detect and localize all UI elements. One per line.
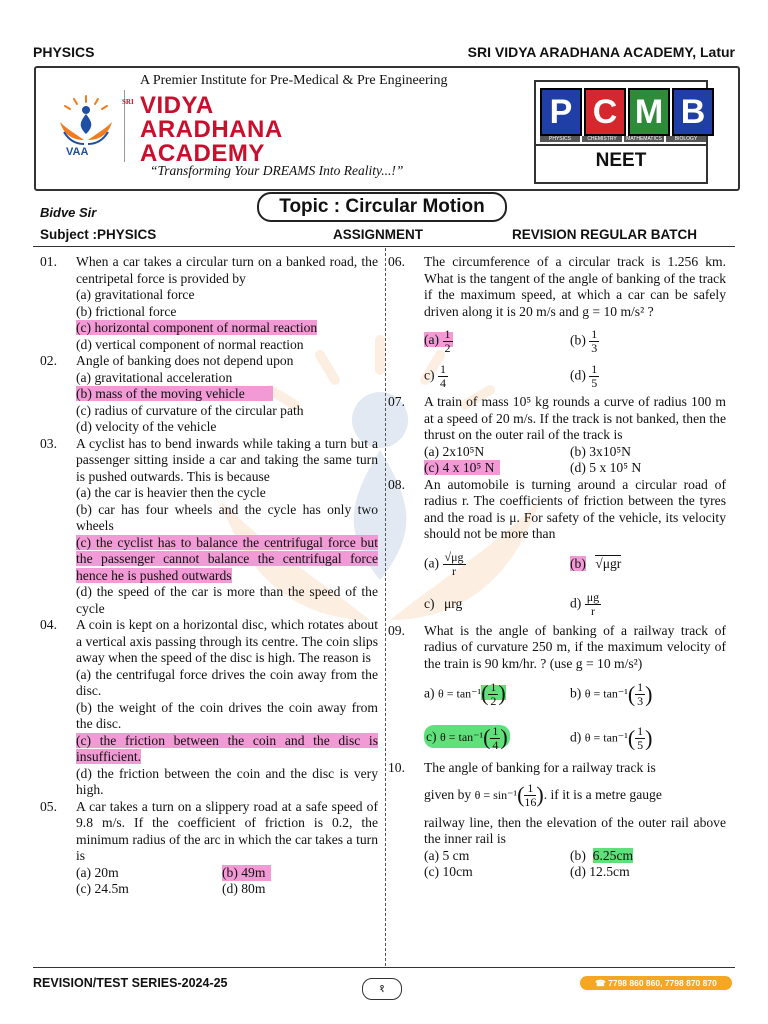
- q9-option-d-prefix: θ = tan⁻¹: [584, 730, 628, 745]
- q8-option-a-fraction: $\frac{√\mu g}{r}$: [444, 550, 464, 578]
- q5-option-d: (d) 80m: [222, 881, 266, 896]
- pcmb-letter-b: B: [672, 88, 714, 136]
- q9-option-d-fraction: $\frac{1}{5}$: [637, 723, 644, 752]
- q3-option-a: (a) the car is heavier then the cycle: [76, 485, 266, 500]
- q3-option-d: (d) the speed of the car is more than the speed of the cycle: [76, 584, 378, 616]
- q10-option-b-label: (b): [570, 847, 586, 863]
- q4-option-d: (d) the friction between the coin and the disc is very high.: [76, 765, 378, 797]
- question-4: 04. A coin is kept on a horizontal disc, which rotates about a vertical axis passing through its centre. The coin slips away when the speed of the disc is high. The reason is (a) the centrifugal force drives the coin away from the disc. (b) the weight of the coin drives the coin away from the disc. (c) the friction between the coin and the disc is insufficient. (d) the friction between the coin and the disc is very high.: [40, 617, 378, 797]
- q8-option-b-label: (b): [570, 556, 586, 572]
- q10-formula-fraction: $\frac{1}{16}$: [524, 781, 537, 809]
- q9-option-b-label: b): [570, 685, 582, 701]
- phone-icon: ☎: [595, 978, 609, 988]
- q1-option-d: (d) vertical component of normal reaction: [76, 336, 304, 352]
- question-6: 06. The circumference of a circular track is 1.256 km. What is the tangent of the angle of banking of the track if the maximum speed, at which a car can be safely driven along it is 20 m/s and g = 10 m/s² ? (a) $\frac{1}{2}$ (b) $\frac{1}{3}$ c) $\frac{1}{4}$ (d) $\frac{1}{5}$: [388, 254, 726, 390]
- q1-option-c: (c) horizontal component of normal reaction: [76, 320, 318, 335]
- q2-option-d: (d) velocity of the vehicle: [76, 419, 217, 434]
- q6-option-a-fraction: $\frac{1}{2}$: [444, 326, 451, 355]
- q7-option-c: (c) 4 x 10⁵ N: [424, 460, 500, 475]
- question-3: 03. A cyclist has to bend inwards while taking a turn but a passenger sitting inside a car and taking the same turn is pushed outwards. This is because (a) the car is heavier then the cycle (b) car has four wheels and the cycle has only two wheels (c) the cyclist has to balance the centrifugal force but the passenger cannot balance the centrifugal force hence he is pushed outwards (d) the speed of the car is more than the speed of the cycle: [40, 435, 378, 616]
- q6-option-b-label: (b): [570, 332, 586, 348]
- q8-option-a-label: (a): [424, 555, 440, 571]
- q9-option-c-prefix: θ = tan⁻¹: [439, 730, 484, 745]
- academy-name-line1: VIDYA: [140, 92, 214, 119]
- slogan: “Transforming Your DREAMS Into Reality...!”: [150, 163, 404, 178]
- question-2-text: Angle of banking does not depend upon: [76, 353, 294, 368]
- q9-option-c-label: c): [426, 729, 437, 745]
- batch-label: REVISION REGULAR BATCH: [512, 227, 698, 242]
- q10-formula: θ = sin⁻¹: [474, 788, 518, 803]
- q8-option-b-value: √μgr: [595, 556, 622, 572]
- question-5-text: A car takes a turn on a slippery road at a safe speed of 9.8 m/s. If the coefficient of friction is 0.2, the minimum radius of the arc in which the car takes a turn is: [76, 798, 378, 863]
- academy-name-line3: ACADEMY: [140, 140, 265, 167]
- pcmb-divider: [536, 144, 706, 146]
- q2-option-a: (a) gravitational acceleration: [76, 369, 233, 385]
- q9-option-a-prefix: θ = tan⁻¹: [437, 686, 482, 701]
- assignment-label: ASSIGNMENT: [333, 227, 424, 242]
- q9-option-a-fraction: $\frac{1}{2}$: [490, 679, 497, 708]
- question-7: 07. A train of mass 10⁵ kg rounds a curve of radius 100 m at a speed of 20 m/s. If the track is not banked, then the thrust on the outer rail of the track is (a) 2x10⁵N (b) 3x10⁵N (c) 4 x 10⁵ N (d) 5 x 10⁵ N: [388, 394, 726, 475]
- q9-option-b-fraction: $\frac{1}{3}$: [637, 679, 644, 708]
- question-4-text: A coin is kept on a horizontal disc, which rotates about a vertical axis passing through its centre. The coin slips away when the speed of the disc is high. The reason is: [76, 617, 378, 665]
- question-3-text: A cyclist has to bend inwards while taking a turn but a passenger sitting inside a car and taking the same turn is pushed outwards. This is because: [76, 435, 378, 484]
- question-9-text: What is the angle of banking of a railway track of radius of curvature 250 m, if the maximum velocity of the train is 90 km/hr. ? (use g = 10 m/s²): [424, 622, 726, 671]
- pcmb-sub-physics: PHYSICS: [540, 136, 580, 142]
- q8-option-d-label: d): [570, 595, 582, 611]
- q7-option-a: (a) 2x10⁵N: [424, 443, 485, 459]
- q6-option-b-fraction: $\frac{1}{3}$: [591, 326, 598, 355]
- q5-option-c: (c) 24.5m: [76, 881, 129, 896]
- q3-option-c: (c) the cyclist has to balance the centrifugal force but the passenger cannot balance the centrifugal force hence he is pushed outwards: [76, 534, 378, 583]
- question-1-text: When a car takes a circular turn on a banked road, the centripetal force is provided by: [76, 254, 378, 286]
- column-divider: [385, 248, 386, 966]
- question-1: 01. When a car takes a circular turn on a banked road, the centripetal force is provided by (a) gravitational force (b) frictional force (c) horizontal component of normal reaction (d) vertical component of normal reaction: [40, 254, 378, 352]
- premier-tagline: A Premier Institute for Pre-Medical & Pre Engineering: [140, 73, 448, 88]
- q1-option-b: (b) frictional force: [76, 303, 177, 319]
- left-column: [40, 254, 378, 898]
- q7-option-b: (b) 3x10⁵N: [570, 443, 631, 459]
- q10-option-a: (a) 5 cm: [424, 847, 470, 863]
- question-2: 02. Angle of banking does not depend upon (a) gravitational acceleration (b) mass of the moving vehicle (c) radius of curvature of the circular path (d) velocity of the vehicle: [40, 353, 378, 436]
- footer-series: REVISION/TEST SERIES-2024-25: [33, 976, 228, 990]
- q9-option-d-label: d): [570, 729, 582, 745]
- pcmb-badge: [534, 80, 708, 184]
- q4-option-a: (a) the centrifugal force drives the coin away from the disc.: [76, 666, 378, 698]
- q10-option-b-value: 6.25cm: [592, 847, 634, 863]
- q9-option-c-fraction: $\frac{1}{4}$: [492, 723, 499, 752]
- pcmb-sub-mathematics: MATHEMATICS: [624, 136, 664, 142]
- q2-option-b: (b) mass of the moving vehicle: [76, 386, 273, 401]
- question-7-text: A train of mass 10⁵ kg rounds a curve of radius 100 m at a speed of 20 m/s. If the track is not banked, then the thrust on the outer rail of the track is: [424, 394, 726, 442]
- top-academy: SRI VIDYA ARADHANA ACADEMY, Latur: [467, 44, 735, 60]
- phone-badge: [580, 976, 732, 990]
- topic-title: Topic : Circular Motion: [257, 192, 507, 222]
- question-10-text: The angle of banking for a railway track is: [424, 760, 656, 775]
- pcmb-letter-m: M: [628, 88, 670, 136]
- q8-option-d-fraction: $\frac{\mu g}{r}$: [586, 590, 600, 618]
- pcmb-sub-chemistry: CHEMISTRY: [582, 136, 622, 142]
- q10-text-cont: . if it is a metre gauge: [543, 787, 662, 803]
- question-10: 10. The angle of banking for a railway track is given by θ = sin⁻¹ ( $\frac{1}{16}$ ) . if it is a metre gauge railway line, then the elevation of the outer rail above the inner rail is (a) 5 cm (b) 6.25cm (c) 10cm (d) 12.5cm: [388, 760, 726, 879]
- q3-option-b: (b) car has four wheels and the cycle has only two wheels: [76, 501, 378, 533]
- subject-label: Subject :PHYSICS: [40, 227, 157, 242]
- question-5: 05. A car takes a turn on a slippery road at a safe speed of 9.8 m/s. If the coefficient of friction is 0.2, the minimum radius of the arc in which the car takes a turn is (a) 20m (b) 49m (c) 24.5m (d) 80m: [40, 798, 378, 896]
- right-column: [388, 254, 726, 881]
- q6-option-a-label: (a): [424, 332, 440, 348]
- q5-option-a: (a) 20m: [76, 864, 119, 880]
- page-number: १: [362, 978, 402, 1000]
- q5-option-b: (b) 49m: [222, 865, 271, 882]
- question-8-text: An automobile is turning around a circular road of radius r. The coefficients of friction between the tyres and the road is μ. For safety of the vehicle, its velocity should not be more than: [424, 476, 726, 541]
- question-6-text: The circumference of a circular track is 1.256 km. What is the tangent of the angle of banking of the track if the maximum speed, at which a car can be safely driven along it is 20 m/s and g = 10 m/s² ?: [424, 254, 726, 319]
- academy-name-line2: ARADHANA: [140, 116, 283, 143]
- q6-option-c-fraction: $\frac{1}{4}$: [439, 361, 446, 390]
- q8-option-c-label: c): [424, 596, 435, 612]
- q10-text-end: railway line, then the elevation of the outer rail above the inner rail is: [424, 814, 726, 846]
- pcmb-letter-c: C: [584, 88, 626, 136]
- logo-abbrev: VAA: [66, 146, 89, 158]
- question-8: 08. An automobile is turning around a circular road of radius r. The coefficients of friction between the tyres and the road is μ. For safety of the vehicle, its velocity should not be more than (a) $\frac{√\mu g}{r}$ (b) √μgr c) μrg d) $\frac{\mu g}{r}$: [388, 476, 726, 618]
- top-subject: PHYSICS: [33, 44, 95, 60]
- teacher-name: Bidve Sir: [40, 205, 97, 220]
- q8-option-c-value: μrg: [443, 596, 463, 612]
- q10-option-c: (c) 10cm: [424, 864, 473, 879]
- q6-option-d-label: (d): [570, 367, 586, 383]
- q1-option-a: (a) gravitational force: [76, 287, 195, 302]
- q2-option-c: (c) radius of curvature of the circular path: [76, 402, 304, 418]
- q4-option-c: (c) the friction between the coin and the disc is insufficient.: [76, 732, 378, 764]
- q7-option-d: (d) 5 x 10⁵ N: [570, 460, 642, 475]
- sri-label: SRI: [122, 98, 134, 106]
- q10-option-d: (d) 12.5cm: [570, 864, 630, 879]
- question-9: 09. What is the angle of banking of a railway track of radius of curvature 250 m, if the maximum velocity of the train is 90 km/hr. ? (use g = 10 m/s²) a) θ = tan⁻¹( $\frac{1}{2}$ ) b) θ = tan⁻¹( $\frac{1}{3}$ ) c) θ = tan⁻¹( $\frac{1}{4}$ ) d) θ = tan⁻¹( $\frac{1}{5}$ ): [388, 622, 726, 752]
- top-bar: [33, 44, 735, 60]
- q9-option-a-label: a): [424, 685, 435, 701]
- q6-option-d-fraction: $\frac{1}{5}$: [591, 361, 598, 390]
- pcmb-sub-biology: BIOLOGY: [666, 136, 706, 142]
- exam-label: NEET: [595, 150, 647, 171]
- q9-option-b-prefix: θ = tan⁻¹: [584, 686, 628, 701]
- phone-numbers: 7798 860 860, 7798 870 870: [608, 978, 717, 988]
- pcmb-letter-p: P: [540, 88, 582, 136]
- q10-given-by: given by: [424, 787, 472, 803]
- q4-option-b: (b) the weight of the coin drives the coin away from the disc.: [76, 699, 378, 731]
- q6-option-c-label: c): [424, 367, 435, 383]
